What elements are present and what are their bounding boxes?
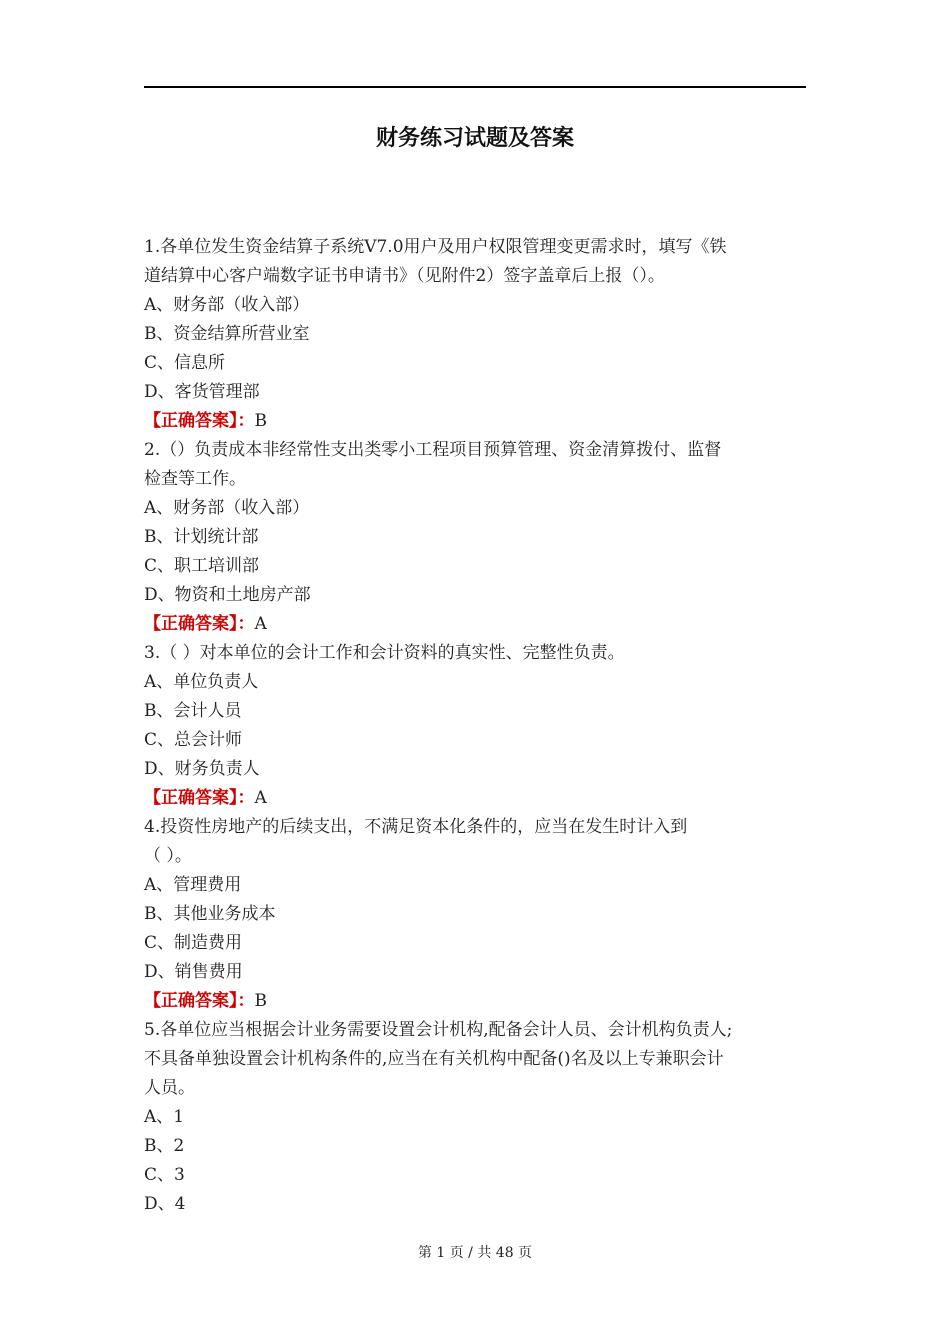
question-stem-line: 3.（ ）对本单位的会计工作和会计资料的真实性、完整性负责。 — [144, 643, 625, 663]
question-stem-line: 人员。 — [144, 1078, 195, 1098]
correct-answer-value: A — [254, 614, 267, 634]
correct-answer-value: A — [254, 788, 267, 808]
question-4 — [144, 813, 808, 1016]
option-b: B、会计人员 — [144, 701, 242, 721]
correct-answer-value: B — [254, 411, 267, 431]
question-stem-line: 2.（）负责成本非经常性支出类零小工程项目预算管理、资金清算拨付、监督 — [144, 440, 722, 460]
option-b: B、其他业务成本 — [144, 904, 276, 924]
option-d: D、4 — [144, 1194, 186, 1214]
question-stem-line: 检查等工作。 — [144, 469, 246, 489]
question-stem-line: 1.各单位发生资金结算子系统V7.0用户及用户权限管理变更需求时，填写《铁 — [144, 237, 727, 257]
correct-answer-value: B — [254, 991, 267, 1011]
option-b: B、资金结算所营业室 — [144, 324, 310, 344]
correct-answer — [144, 407, 808, 436]
question-1 — [144, 233, 808, 436]
correct-answer — [144, 610, 808, 639]
question-stem-line: 道结算中心客户端数字证书申请书》（见附件2）签字盖章后上报（）。 — [144, 266, 665, 286]
question-2 — [144, 436, 808, 639]
correct-answer-label: 【正确答案】： — [144, 991, 255, 1011]
question-stem-line: 5.各单位应当根据会计业务需要设置会计机构,配备会计人员、会计机构负责人; — [144, 1020, 733, 1040]
correct-answer-label: 【正确答案】： — [144, 788, 255, 808]
question-5 — [144, 1016, 808, 1219]
document-title: 财务练习试题及答案 — [375, 126, 574, 151]
option-a: A、财务部（收入部） — [144, 295, 310, 315]
header-rule — [144, 86, 806, 88]
question-stem-line: 不具备单独设置会计机构条件的,应当在有关机构中配备()名及以上专兼职会计 — [144, 1049, 724, 1069]
correct-answer-label: 【正确答案】： — [144, 411, 255, 431]
option-b: B、2 — [144, 1136, 185, 1156]
correct-answer — [144, 784, 808, 813]
option-d: D、物资和土地房产部 — [144, 585, 311, 605]
correct-answer — [144, 987, 808, 1016]
option-d: D、客货管理部 — [144, 382, 260, 402]
page-footer: 第 1 页 / 共 48 页 — [417, 1245, 533, 1261]
question-3 — [144, 639, 808, 813]
option-a: A、财务部（收入部） — [144, 498, 310, 518]
option-c: C、总会计师 — [144, 730, 243, 750]
question-list — [144, 233, 808, 1219]
option-a: A、单位负责人 — [144, 672, 259, 692]
option-a: A、管理费用 — [144, 875, 242, 895]
option-d: D、销售费用 — [144, 962, 243, 982]
correct-answer-label: 【正确答案】： — [144, 614, 255, 634]
option-a: A、1 — [144, 1107, 185, 1127]
option-d: D、财务负责人 — [144, 759, 260, 779]
option-b: B、计划统计部 — [144, 527, 259, 547]
option-c: C、职工培训部 — [144, 556, 260, 576]
option-c: C、3 — [144, 1165, 185, 1185]
option-c: C、制造费用 — [144, 933, 243, 953]
question-stem-line: （ ）。 — [144, 846, 192, 866]
option-c: C、信息所 — [144, 353, 226, 373]
question-stem-line: 4.投资性房地产的后续支出，不满足资本化条件的，应当在发生时计入到 — [144, 817, 688, 837]
